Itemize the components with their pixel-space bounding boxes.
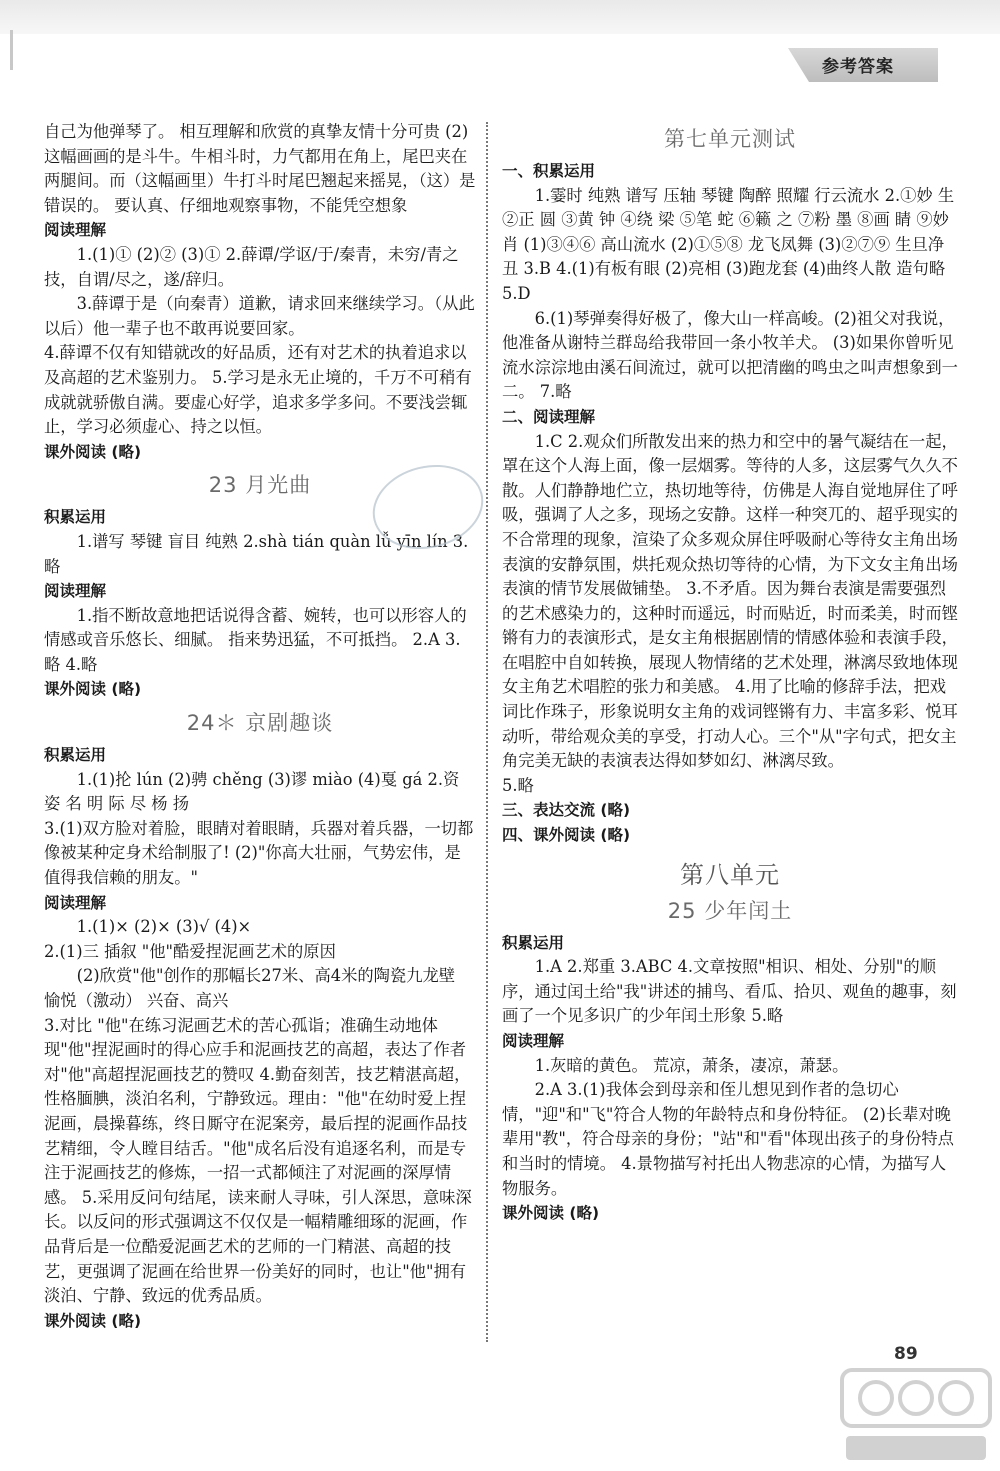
section-heading: 阅读理解: [44, 221, 107, 240]
answer-paragraph: 1.谱写 琴键 盲目 纯熟 2.shà tián quàn lǚ yīn lín 3.略: [44, 531, 469, 576]
answer-paragraph: 2.(1)三 插叙 "他"酷爱捏泥画艺术的原因: [44, 941, 336, 961]
page-number: 89: [894, 1344, 918, 1364]
section-heading: 积累运用: [44, 508, 107, 527]
right-column: [502, 120, 958, 1226]
left-margin-rule: [10, 30, 13, 70]
answer-paragraph: 3.薛谭于是（向秦青）道歉，请求回来继续学习。（从此以后）他一辈子也不敢再说要回家。: [44, 294, 475, 338]
lesson-title: 23 月光曲: [208, 473, 312, 498]
answer-paragraph: 1.霎时 纯熟 谱写 压轴 琴键 陶醉 照耀 行云流水 2.①妙 生 ②正 圆 ③黄 钟 ④绕 梁 ⑤笔 蛇 ⑥籁 之 ⑦粉 墨 ⑧画 睛 ⑨妙 肖 (1)③④⑥ 高山流水 (2)①⑤⑧ 龙飞凤舞 (3)②⑦⑨ 生旦净丑 3.B 4.(1)有板有眼 (2)亮相 (3)跑龙套 (4)曲终人散 造句略 5.D: [502, 185, 955, 303]
answer-paragraph: 5.略: [502, 775, 534, 795]
header-label: 参考答案: [822, 57, 894, 77]
section-heading: 阅读理解: [502, 1032, 565, 1050]
answer-paragraph: 1.(1)× (2)× (3)√ (4)×: [76, 917, 252, 937]
top-border: [0, 0, 1000, 34]
answer-paragraph: 2.A 3.(1)我体会到母亲和侄儿想见到作者的急切心情，"迎"和"飞"符合人物的年龄特点和身份特征。 (2)长辈对晚辈用"教"，符合母亲的身份；"站"和"看"体现出孩子的身份特点和当时的情境。 4.景物描写衬托出人物悲凉的心情，为描写人物服务。: [502, 1080, 954, 1198]
column-divider: [486, 122, 488, 1342]
watermark-logo: [836, 1366, 996, 1468]
answer-paragraph: 4.薛谭不仅有知错就改的好品质，还有对艺术的执着追求以及高超的艺术鉴别力。 5.学习是永无止境的，千万不可稍有成就就骄傲自满。要虚心好学，追求多学多问。不要浅尝辄止，学习必须虚心、持之以恒。: [44, 343, 472, 437]
section-heading: 阅读理解: [44, 582, 107, 601]
answer-paragraph: 1.灰暗的黄色。 荒凉，萧条，凄凉，萧瑟。: [534, 1055, 849, 1075]
unit-test-title: 第七单元测试: [664, 127, 796, 151]
answer-paragraph: 3.对比 "他"在练习泥画艺术的苦心孤诣；准确生动地体现"他"捏泥画时的得心应手和泥画技艺的高超，表达了作者对"他"高超捏泥画技艺的赞叹 4.勤奋刻苦，技艺精湛高超，性格腼腆，淡泊名利，宁静致远。理由："他"在幼时爱上捏泥画，晨操暮练，终日厮守在泥案旁，最后捏的泥画作品技艺精细，令人瞠目结舌。"他"成名后没有追逐名利，而是专注于泥画技艺的修炼，一招一式都倾注了对泥画的深厚情感。 5.采用反问句结尾，读来耐人寻味，引人深思，意味深长。以反问的形式强调这不仅仅是一幅精雕细琢的泥画，作品背后是一位酷爱泥画艺术的艺师的一门精湛、高超的技艺，更强调了泥画在给世界一份美好的同时，也让"他"拥有淡泊、宁静、致远的优秀品质。: [44, 1015, 472, 1306]
section-heading: 二、阅读理解: [502, 407, 596, 426]
answer-paragraph: 1.(1)① (2)② (3)① 2.薛谭/学讴/于/秦青，未穷/青之技，自谓/尽之，遂/辞归。: [44, 244, 459, 289]
answer-paragraph: 3.(1)双方脸对着脸，眼睛对着眼睛，兵器对着兵器，一切都像被某种定身术给制服了! (2)"你高大壮丽，气势宏伟，是值得我信赖的朋友。": [44, 818, 474, 888]
section-heading: 四、课外阅读 (略): [502, 826, 631, 845]
answer-paragraph: 1.指不断故意地把话说得含蓄、婉转，也可以形容人的情感或音乐悠长、细腻。 指来势迅猛，不可抵挡。 2.A 3.略 4.略: [44, 605, 467, 674]
answer-paragraph: 自己为他弹琴了。 相互理解和欣赏的真挚友情十分可贵 (2)这幅画画的是斗牛。牛相斗时，力气都用在角上，尾巴夹在两腿间。而（这幅画里）牛打斗时尾巴翘起来摇晃，（这）是错误的。 要认真、仔细地观察事物，不能凭空想象: [44, 122, 476, 215]
section-heading: 课外阅读 (略): [44, 1311, 142, 1330]
lesson-title: 24＊ 京剧趣谈: [186, 711, 334, 736]
answer-paragraph: 1.(1)抡 lún (2)骋 chěng (3)谬 miào (4)戛 gá 2.资 姿 名 明 际 尽 杨 扬: [44, 769, 460, 814]
section-heading: 一、积累运用: [502, 162, 596, 180]
section-heading: 积累运用: [502, 933, 565, 952]
lesson-title: 25 少年闰土: [667, 898, 793, 923]
section-heading: 阅读理解: [44, 893, 107, 912]
section-heading: 积累运用: [44, 746, 107, 765]
answer-paragraph: 1.C 2.观众们所散发出来的热力和空中的暑气凝结在一起，罩在这个人海上面，像一层烟雾。等待的人多，这层雾气久久不散。人们静静地伫立，热切地等待，仿佛是人海自觉地屏住了呼吸，强调了人之多，现场之安静。这样一种突兀的、超乎现实的不合常理的现象，渲染了众多观众屏住呼吸耐心等待女主角出场表演的安静氛围，烘托观众热切等待的心情，为下文女主角出场表演的情节发展做铺垫。 3.不矛盾。因为舞台表演是需要强烈的艺术感染力的，这种时而遥远，时而贴近，时而柔美，时而铿锵有力的表演形式，是女主角根据剧情的情感体验和表演手段，在唱腔中自如转换，展现人物情绪的艺术处理，淋漓尽致地体现女主角艺术唱腔的张力和美感。 4.用了比喻的修辞手法，把戏词比作珠子，形象说明女主角的戏词铿锵有力、丰富多彩、悦耳动听，带给观众美的享受，打动人心。三个"从"字句式，把女主角完美无缺的表演表达得如梦如幻、淋漓尽致。: [502, 431, 958, 771]
section-heading: 课外阅读 (略): [44, 442, 142, 461]
section-heading: 课外阅读 (略): [44, 680, 142, 699]
answer-paragraph: 6.(1)琴弹奏得好极了，像大山一样高峻。(2)祖父对我说，他准备从谢特兰群岛给我带回一条小牧羊犬。 (3)如果你曾听见流水淙淙地由溪石间流过，就可以把清幽的鸣虫之叫声想象到一二。 7.略: [502, 308, 958, 402]
answer-paragraph: 1.A 2.郑重 3.ABC 4.文章按照"相识、相处、分别"的顺序，通过闰土给"我"讲述的捕鸟、看瓜、拾贝、观鱼的趣事，刻画了一个见多识广的少年闰土形象 5.略: [502, 957, 957, 1026]
section-heading: 三、表达交流 (略): [502, 801, 631, 820]
left-column: [44, 120, 476, 1333]
unit-title: 第八单元: [680, 860, 780, 889]
section-heading: 课外阅读 (略): [502, 1204, 600, 1223]
answer-paragraph: (2)欣赏"他"创作的那幅长27米、高4米的陶瓷九龙壁 愉悦（激动） 兴奋、高兴: [44, 966, 456, 1010]
